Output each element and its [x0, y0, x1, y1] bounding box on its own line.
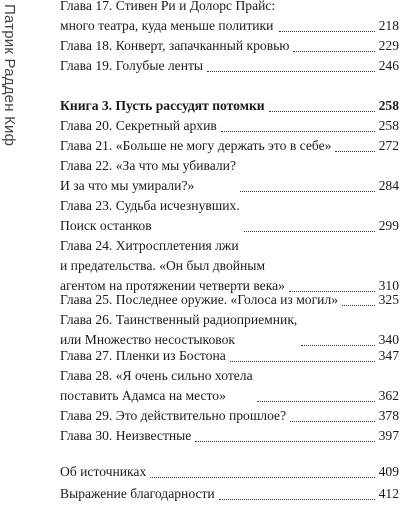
- toc-entry-page: 299: [378, 218, 399, 233]
- dot-leader: [240, 191, 375, 192]
- dot-leader: [257, 401, 375, 402]
- toc-entry-page: 310: [378, 278, 399, 293]
- toc-entry-page: 409: [378, 464, 399, 479]
- toc-entry-title: Выражение благодарности: [60, 486, 215, 501]
- toc-entry-acknowledgements: [60, 484, 399, 504]
- toc-entry-book3: [60, 96, 399, 116]
- toc-entry-ch23: [60, 196, 399, 236]
- toc-entry-ch29: [60, 406, 399, 426]
- dot-leader: [279, 31, 374, 32]
- dot-leader: [269, 111, 375, 112]
- toc-entry-page: 412: [378, 486, 399, 501]
- toc-entry-page: 347: [378, 348, 399, 363]
- dot-leader: [342, 305, 375, 306]
- dot-leader: [293, 51, 374, 52]
- toc-entry-sources: [60, 462, 399, 482]
- toc-entry-ch24: [60, 236, 399, 296]
- toc-entry-title: Глава 21. «Больше не могу держать это в себе»: [60, 138, 332, 153]
- toc-entry-ch30: [60, 426, 399, 446]
- toc-entry-page: 258: [378, 118, 399, 133]
- dot-leader: [195, 441, 374, 442]
- toc-entry-ch27: [60, 346, 399, 366]
- toc-entry-page: 229: [378, 38, 399, 53]
- toc-entry-title: Глава 20. Секретный архив: [60, 118, 217, 133]
- dot-leader: [290, 421, 374, 422]
- toc-entry-page: 362: [378, 388, 399, 403]
- toc-entry-ch21: [60, 136, 399, 156]
- toc-entry-page: 340: [378, 332, 399, 347]
- toc-entry-title: Глава 22. «За что мы убивали? И за что мы умирали?»: [60, 158, 236, 193]
- toc-entry-ch25: [60, 290, 399, 310]
- toc-entry-title: Глава 28. «Я очень сильно хотела поставить Адамса на место»: [60, 368, 253, 403]
- dot-leader: [150, 477, 374, 478]
- toc-entry-title: Об источниках: [60, 464, 147, 479]
- dot-leader: [221, 131, 375, 132]
- toc-entry-title: Глава 29. Это действительно прошлое?: [60, 408, 287, 423]
- toc-entry-page: 218: [378, 18, 399, 33]
- toc-entry-ch28: [60, 366, 399, 406]
- toc-entry-page: 258: [378, 98, 399, 113]
- toc-entry-page: 284: [378, 178, 399, 193]
- toc-entry-title: Книга 3. Пусть рассудят потомки: [60, 98, 265, 113]
- toc-entry-ch26: [60, 310, 399, 350]
- toc-entry-title: Глава 30. Неизвестные: [60, 428, 192, 443]
- toc-entry-ch18: [60, 36, 399, 56]
- dot-leader: [219, 499, 375, 500]
- toc-entry-title: Глава 18. Конверт, запачканный кровью: [60, 38, 290, 53]
- toc-entry-title: Глава 25. Последнее оружие. «Голоса из могил»: [60, 292, 339, 307]
- toc-entry-title: Глава 26. Таинственный радиоприемник, или Множество несостыковок: [60, 312, 298, 347]
- toc-entry-title: Глава 24. Хитросплетения лжи и предательства. «Он был двойным агентом на протяжении четверти века»: [60, 238, 285, 293]
- toc-entry-title: Глава 23. Судьба исчезнувших. Поиск останков: [60, 198, 240, 233]
- author-name: Патрик Радден Киф: [1, 4, 18, 147]
- toc-entry-title: Глава 17. Стивен Ри и Долорс Прайс: много театра, куда меньше политики: [60, 0, 276, 33]
- dot-leader: [335, 151, 374, 152]
- dot-leader: [230, 361, 375, 362]
- toc-entry-page: 397: [378, 428, 399, 443]
- toc-entry-title: Глава 19. Голубые ленты: [60, 58, 204, 73]
- toc-entry-ch17: [60, 0, 399, 36]
- toc-entry-ch19: [60, 56, 399, 76]
- dot-leader: [207, 71, 375, 72]
- toc-entry-page: 272: [378, 138, 399, 153]
- toc-entry-ch20: [60, 116, 399, 136]
- toc-entry-ch22: [60, 156, 399, 196]
- toc-entry-page: 325: [378, 292, 399, 307]
- toc-entry-page: 378: [378, 408, 399, 423]
- dot-leader: [244, 231, 375, 232]
- toc-entry-page: 246: [378, 58, 399, 73]
- book-spine: [0, 0, 28, 506]
- toc-entry-title: Глава 27. Пленки из Бостона: [60, 348, 226, 363]
